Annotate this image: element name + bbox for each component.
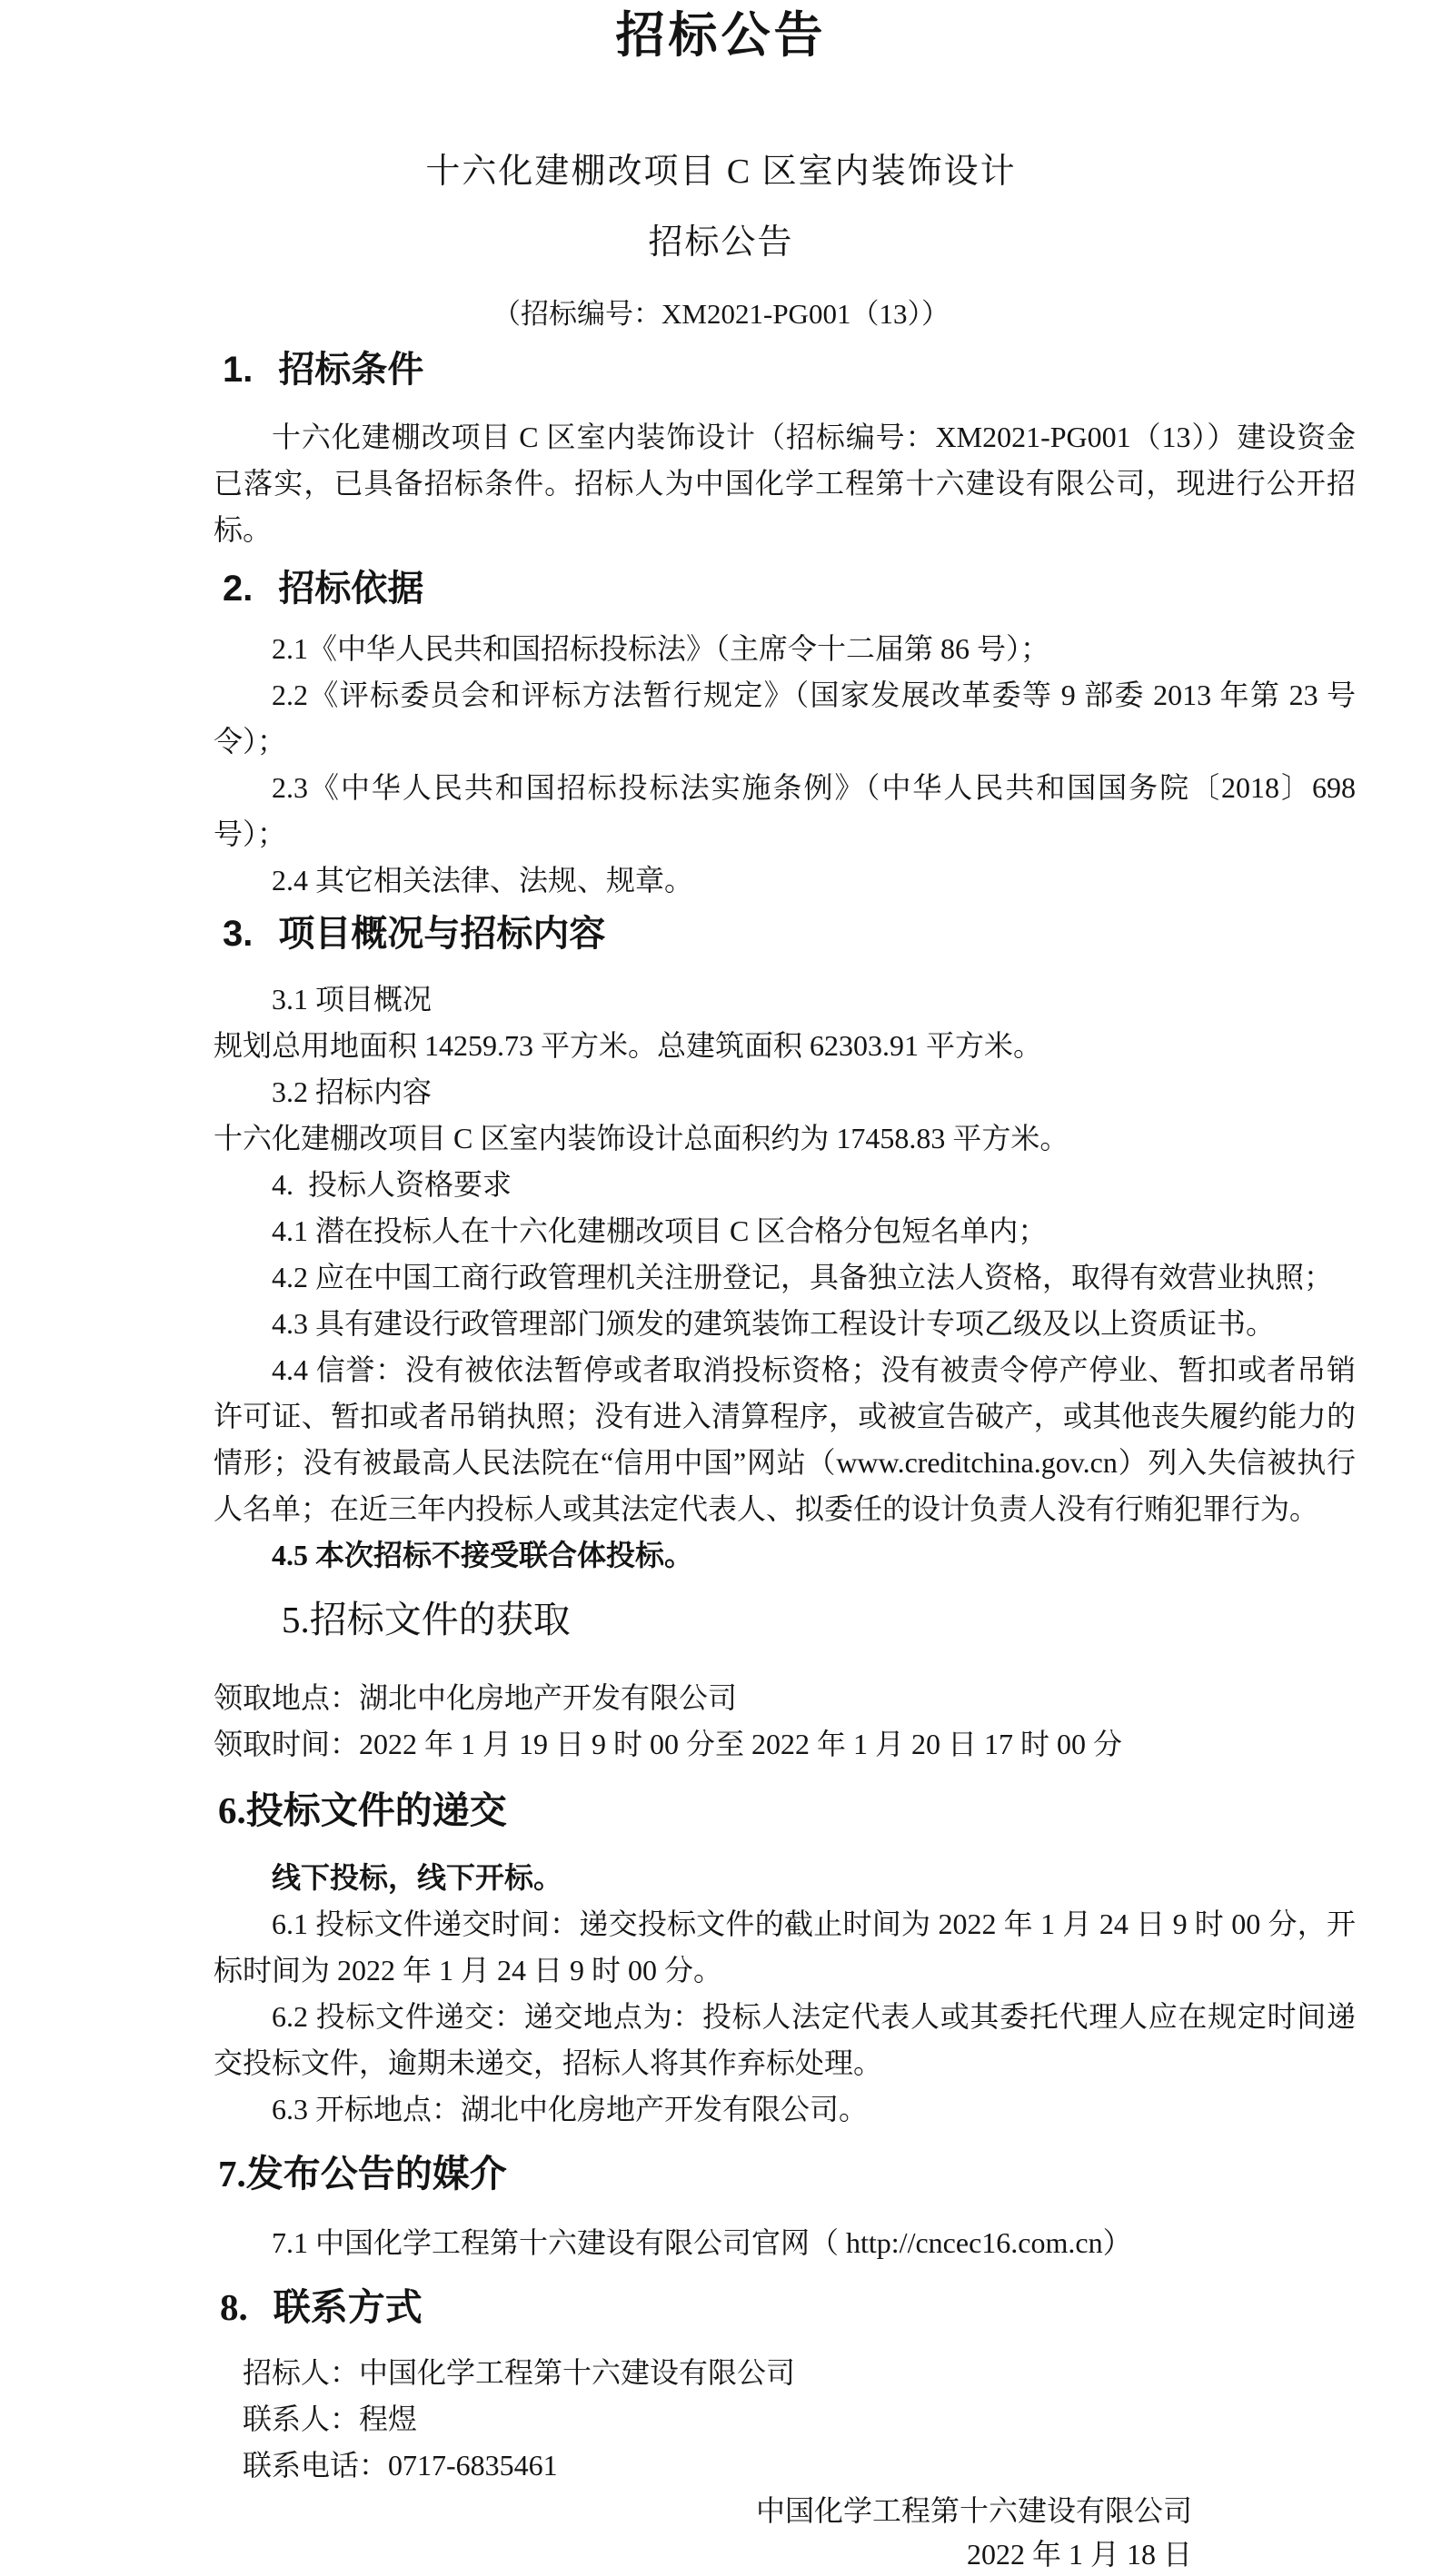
main-title: 招标公告 [615, 8, 827, 63]
footer-signature [0, 2489, 1442, 2576]
section-5-title: 招标文件的获取 [309, 1599, 571, 1640]
section-1-paragraph: 十六化建棚改项目 C 区室内装饰设计（招标编号：XM2021-PG001（13））建设资金已落实，已具备招标条件。招标人为中国化学工程第十六建设有限公司，现进行公开招标。 [214, 421, 1356, 546]
list-item-design-area: 十六化建棚改项目 C 区室内装饰设计总面积约为 17458.83 平方米。 [214, 1122, 1069, 1154]
project-title: 十六化建棚改项目 C 区室内装饰设计 [425, 153, 1017, 191]
list-item-2-3: 2.3《中华人民共和国招标投标法实施条例》（中华人民共和国国务院〔2018〕698 号）； [214, 771, 1356, 850]
section-3-number: 3. [223, 914, 254, 954]
paragraph-7-1-website: 7.1 中国化学工程第十六建设有限公司官网（ http://cncec16.com.cn） [272, 2226, 1132, 2259]
section-2-heading [223, 566, 1356, 611]
section-6-heading [218, 1786, 1356, 1835]
section-5-number: 5. [282, 1599, 310, 1640]
tender-announcement-document [0, 7, 1442, 2571]
section-2-title: 招标依据 [278, 569, 424, 609]
section-7-title: 发布公告的媒介 [245, 2153, 507, 2195]
paragraph-4-4-credit: 4.4 信誉：没有被依法暂停或者取消投标资格；没有被责令停产停业、暂扣或者吊销许可证、暂扣或者吊销执照；没有进入清算程序，或被宣告破产，或其他丧失履约能力的情形；没有被最高人民法院在“信用中国”网站（www.creditchina.gov.cn）列入失信被执行人名单；在近三年内投标人或其法定代表人、拟委任的设计负责人没有行贿犯罪行为。 [214, 1353, 1356, 1525]
contact-tenderer: 招标人：中国化学工程第十六建设有限公司 [243, 2356, 796, 2389]
section-1-number: 1. [223, 350, 254, 390]
paragraph-6-2: 6.2 投标文件递交：递交地点为：投标人法定代表人或其委托代理人应在规定时间递交投标文件，逾期未递交，招标人将其作弃标处理。 [214, 2000, 1356, 2079]
section-6-title: 投标文件的递交 [245, 1789, 507, 1831]
paragraph-4-5-no-consortium: 4.5 本次招标不接受联合体投标。 [272, 1539, 694, 1571]
section-1-heading [223, 347, 1356, 392]
list-item-2-1: 2.1《中华人民共和国招标投标法》（主席令十二届第 86 号）； [272, 632, 1050, 665]
contact-person: 联系人：程煜 [243, 2403, 418, 2435]
list-item-4-heading: 4. 投标人资格要求 [272, 1168, 512, 1201]
section-5-heading [282, 1595, 1356, 1644]
section-1-title: 招标条件 [278, 350, 424, 390]
list-item-4-1: 4.1 潜在投标人在十六化建棚改项目 C 区合格分包短名单内； [272, 1214, 1048, 1247]
list-item-3-2: 3.2 招标内容 [272, 1075, 433, 1108]
list-item-planning-area: 规划总用地面积 14259.73 平方米。总建筑面积 62303.91 平方米。 [214, 1029, 1043, 1062]
section-3-title: 项目概况与招标内容 [278, 914, 606, 954]
section-7-heading [218, 2149, 1356, 2198]
footer-company: 中国化学工程第十六建设有限公司 [755, 2494, 1192, 2527]
section-8-heading [220, 2283, 1356, 2332]
tender-number: （招标编号：XM2021-PG001（13）） [492, 298, 950, 330]
section-6-number: 6. [218, 1789, 246, 1831]
paragraph-6-3: 6.3 开标地点：湖北中化房地产开发有限公司。 [272, 2093, 869, 2125]
list-item-2-2: 2.2《评标委员会和评标方法暂行规定》（国家发展改革委等 9 部委 2013 年第 23 号令）； [214, 679, 1356, 758]
section-8-title: 联系方式 [273, 2286, 423, 2328]
footer-date: 2022 年 1 月 18 日 [966, 2538, 1192, 2571]
section-7-number: 7. [218, 2153, 246, 2195]
list-item-4-3: 4.3 具有建设行政管理部门颁发的建筑装饰工程设计专项乙级及以上资质证书。 [272, 1307, 1276, 1340]
section-3-heading [223, 911, 1356, 956]
list-item-2-4: 2.4 其它相关法律、法规、规章。 [272, 864, 694, 897]
announcement-subtitle: 招标公告 [648, 223, 794, 262]
list-item-3-1: 3.1 项目概况 [272, 983, 433, 1016]
paragraph-offline-note: 线下投标，线下开标。 [272, 1861, 563, 1894]
section-8-number: 8. [220, 2286, 248, 2328]
list-item-4-2: 4.2 应在中国工商行政管理机关注册登记，具备独立法人资格，取得有效营业执照； [272, 1261, 1334, 1293]
list-item-pickup-place: 领取地点：湖北中化房地产开发有限公司 [214, 1681, 738, 1714]
list-item-pickup-time: 领取时间：2022 年 1 月 19 日 9 时 00 分至 2022 年 1 月 20 日 17 时 00 分 [214, 1728, 1123, 1760]
contact-phone: 联系电话：0717-6835461 [243, 2449, 558, 2482]
paragraph-6-1: 6.1 投标文件递交时间：递交投标文件的截止时间为 2022 年 1 月 24 日 9 时 00 分，开标时间为 2022 年 1 月 24 日 9 时 00 分。 [214, 1907, 1356, 1986]
section-2-number: 2. [223, 569, 254, 609]
